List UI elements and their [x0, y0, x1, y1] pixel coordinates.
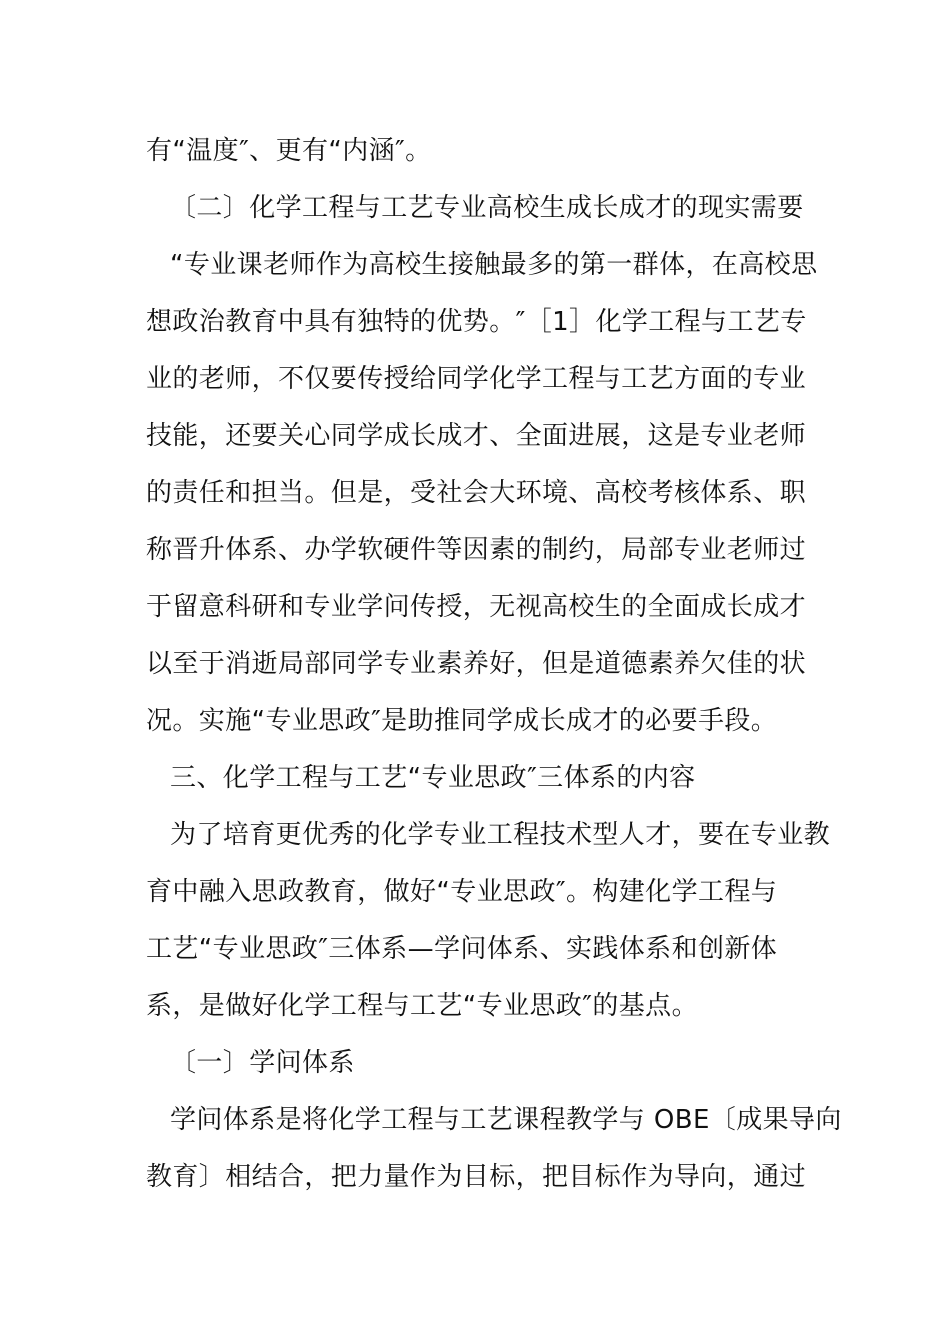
paragraph-line: 想政治教育中具有独特的优势。″［1］化学工程与工艺专	[146, 307, 807, 337]
paragraph-line: 技能，还要关心同学成长成才、全面进展，这是专业老师	[146, 421, 807, 451]
paragraph-line: 称晋升体系、办学软硬件等因素的制约，局部专业老师过	[146, 535, 807, 565]
paragraph-line: 业的老师，不仅要传授给同学化学工程与工艺方面的专业	[146, 364, 807, 394]
paragraph-line: 学问体系是将化学工程与工艺课程教学与 OBE〔成果导向	[170, 1105, 842, 1135]
section-heading: 〔二〕化学工程与工艺专业高校生成长成才的现实需要	[170, 193, 804, 223]
paragraph-line: 系，是做好化学工程与工艺“专业思政″的基点。	[146, 991, 698, 1021]
paragraph-line: 为了培育更优秀的化学专业工程技术型人才，要在专业教	[170, 820, 831, 850]
paragraph-line: 的责任和担当。但是，受社会大环境、高校考核体系、职	[146, 478, 807, 508]
section-heading: 三、化学工程与工艺“专业思政″三体系的内容	[170, 763, 696, 793]
paragraph-line: “专业课老师作为高校生接触最多的第一群体，在高校思	[170, 250, 818, 280]
paragraph-line: 有“温度″、更有“内涵″。	[146, 136, 432, 166]
paragraph-line: 育中融入思政教育，做好“专业思政″。构建化学工程与	[146, 877, 778, 907]
paragraph-line: 以至于消逝局部同学专业素养好，但是道德素养欠佳的状	[146, 649, 807, 679]
paragraph-line: 于留意科研和专业学问传授，无视高校生的全面成长成才	[146, 592, 807, 622]
paragraph-line: 教育〕相结合，把力量作为目标，把目标作为导向，通过	[146, 1162, 807, 1192]
subsection-heading: 〔一〕学问体系	[170, 1048, 355, 1078]
paragraph-line: 况。实施“专业思政″是助推同学成长成才的必要手段。	[146, 706, 778, 736]
paragraph-line: 工艺“专业思政″三体系—学问体系、实践体系和创新体	[146, 934, 778, 964]
